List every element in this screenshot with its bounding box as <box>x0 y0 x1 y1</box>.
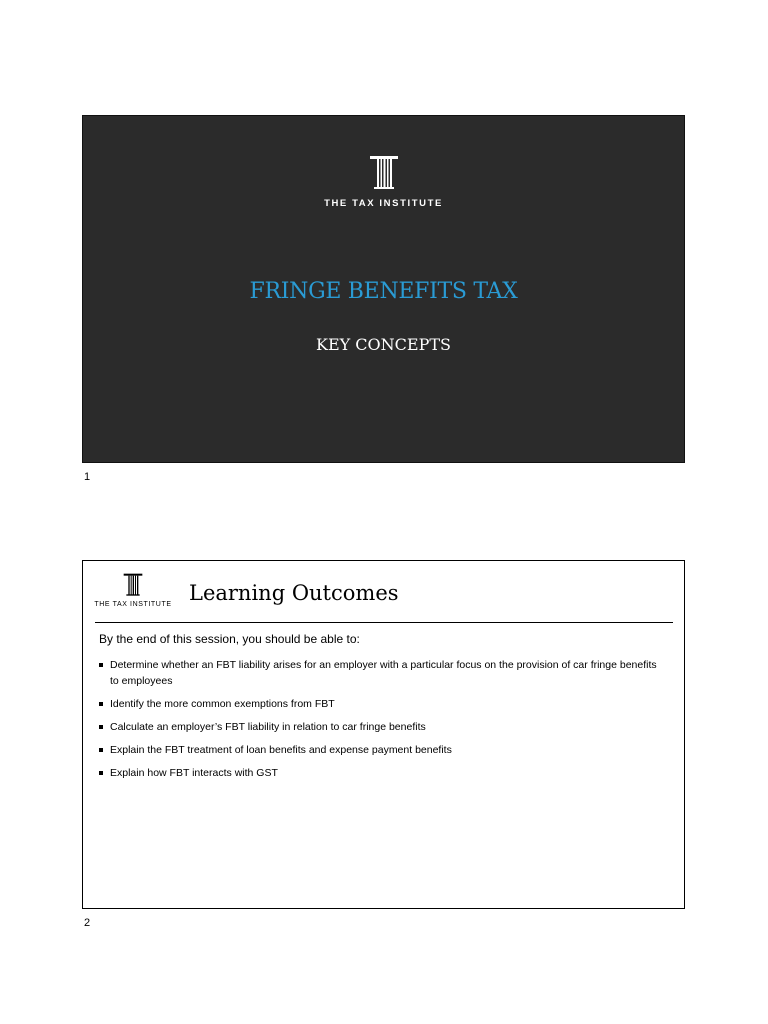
tax-institute-logo <box>93 573 173 608</box>
outcomes-list <box>97 657 667 788</box>
logo-text: THE TAX INSTITUTE <box>94 601 172 608</box>
intro-text: By the end of this session, you should be able to: <box>99 632 360 646</box>
list-item: Calculate an employer’s FBT liability in relation to car fringe benefits <box>97 719 667 735</box>
page-number: 1 <box>84 471 91 483</box>
title-divider <box>95 622 673 623</box>
list-item: Explain how FBT interacts with GST <box>97 765 667 781</box>
slide-subtitle: KEY CONCEPTS <box>316 335 451 354</box>
slide-title: Learning Outcomes <box>189 581 399 605</box>
page-number: 2 <box>84 917 91 929</box>
tax-institute-t-icon <box>123 573 143 597</box>
slide-title: FRINGE BENEFITS TAX <box>249 279 518 304</box>
logo-text: THE TAX INSTITUTE <box>324 198 443 209</box>
list-item: Identify the more common exemptions from FBT <box>97 696 667 712</box>
list-item: Determine whether an FBT liability arises for an employer with a particular focus on the provision of car fringe benefits to employees <box>97 657 667 689</box>
learning-outcomes-slide <box>82 560 685 909</box>
title-slide <box>82 115 685 463</box>
tax-institute-logo <box>83 156 684 209</box>
list-item: Explain the FBT treatment of loan benefits and expense payment benefits <box>97 742 667 758</box>
tax-institute-t-icon <box>369 156 399 190</box>
